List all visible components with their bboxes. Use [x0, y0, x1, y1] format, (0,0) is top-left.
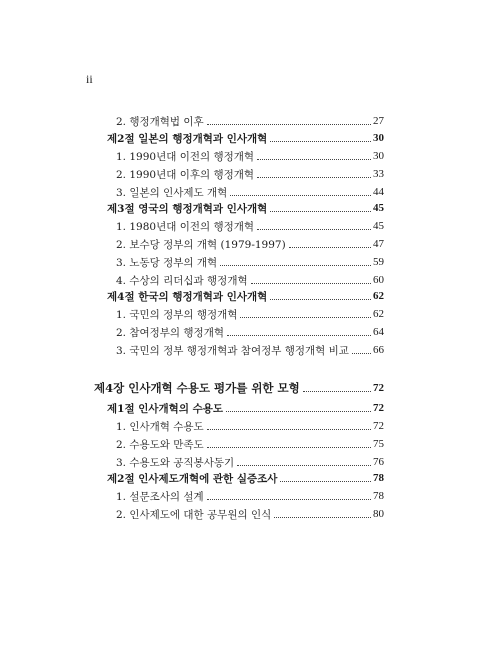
dot-leader [257, 159, 371, 160]
toc-entry-title: 1. 1980년대 이전의 행정개혁 [116, 220, 255, 233]
toc-entry[interactable] [116, 338, 384, 356]
toc-entry-page: 66 [373, 344, 384, 356]
toc-entry[interactable] [107, 284, 384, 302]
toc-entry[interactable] [116, 502, 384, 520]
dot-leader [207, 447, 371, 448]
toc-entry-page: 62 [373, 290, 384, 302]
toc-entry[interactable] [116, 214, 384, 232]
toc-entry[interactable] [116, 144, 384, 162]
toc-entry-page: 62 [373, 308, 384, 320]
toc-entry-page: 80 [373, 508, 384, 520]
dot-leader [270, 141, 371, 142]
toc-entry-title: 제4장 인사개혁 수용도 평가를 위한 모형 [94, 380, 300, 395]
toc-entry-page: 59 [373, 256, 384, 268]
toc-entry-title: 2. 행정개혁법 이후 [116, 115, 204, 128]
dot-leader [220, 265, 371, 266]
toc-entry[interactable] [116, 109, 384, 127]
dot-leader [207, 499, 371, 500]
toc-entry-page: 33 [373, 168, 384, 180]
toc-entry-page: 60 [373, 274, 384, 286]
dot-leader [240, 317, 371, 318]
toc-entry-page: 45 [373, 202, 384, 214]
toc-entry-page: 30 [373, 150, 384, 162]
toc-entry[interactable] [116, 250, 384, 268]
dot-leader [352, 353, 371, 354]
toc-entry-title: 3. 국민의 정부 행정개혁과 참여정부 행정개혁 비교 [116, 344, 349, 357]
toc-entry-page: 72 [373, 402, 384, 414]
dot-leader [207, 124, 371, 125]
toc-entry[interactable] [116, 232, 384, 250]
toc-entry[interactable] [107, 396, 384, 414]
toc-entry-title: 1. 인사개혁 수용도 [116, 420, 204, 433]
toc-entry[interactable] [116, 162, 384, 180]
dot-leader [257, 229, 371, 230]
toc-entry[interactable] [107, 126, 384, 144]
toc-entry-title: 1. 1990년대 이전의 행정개혁 [116, 150, 255, 163]
dot-leader [289, 247, 371, 248]
toc-entry-title: 3. 노동당 정부의 개혁 [116, 256, 218, 269]
toc-entry-page: 27 [373, 115, 384, 127]
toc-entry-title: 제1절 인사개혁의 수용도 [107, 402, 224, 415]
page-number: ii [86, 72, 93, 86]
toc-entry-page: 78 [373, 490, 384, 502]
dot-leader [303, 391, 371, 392]
dot-leader [227, 335, 371, 336]
toc-entry[interactable] [107, 196, 384, 214]
dot-leader [274, 517, 371, 518]
dot-leader [270, 299, 371, 300]
dot-leader [226, 411, 371, 412]
toc-entry-title: 3. 일본의 인사제도 개혁 [116, 186, 228, 199]
toc-entry-title: 2. 참여정부의 행정개혁 [116, 326, 224, 339]
toc-entry-title: 1. 설문조사의 설계 [116, 490, 204, 503]
toc-entry-page: 76 [373, 456, 384, 468]
toc-entry[interactable] [94, 376, 384, 394]
toc-entry-title: 2. 1990년대 이후의 행정개혁 [116, 168, 255, 181]
toc-entry-page: 44 [373, 186, 384, 198]
toc-entry-title: 2. 인사제도에 대한 공무원의 인식 [116, 508, 272, 521]
toc-entry[interactable] [116, 302, 384, 320]
toc-entry[interactable] [116, 484, 384, 502]
toc-entry-title: 제2절 일본의 행정개혁과 인사개혁 [107, 132, 268, 145]
dot-leader [270, 211, 371, 212]
toc-entry-page: 72 [373, 420, 384, 432]
toc-entry-title: 4. 수상의 리더십과 행정개혁 [116, 274, 248, 287]
dot-leader [207, 429, 371, 430]
toc-entry-title: 제3절 영국의 행정개혁과 인사개혁 [107, 202, 268, 215]
toc-entry-page: 30 [373, 132, 384, 144]
toc-entry-title: 2. 수용도와 만족도 [116, 438, 204, 451]
toc-entry-title: 2. 보수당 정부의 개혁 (1979-1997) [116, 238, 286, 251]
toc-entry-page: 64 [373, 326, 384, 338]
toc-entry[interactable] [116, 432, 384, 450]
toc-entry[interactable] [107, 466, 384, 484]
toc-entry[interactable] [116, 320, 384, 338]
toc-entry-page: 47 [373, 238, 384, 250]
toc-entry-title: 3. 수용도와 공직봉사동기 [116, 456, 235, 469]
toc-entry[interactable] [116, 414, 384, 432]
toc-entry-page: 78 [373, 472, 384, 484]
toc-entry-title: 제2절 인사제도개혁에 관한 실증조사 [107, 472, 278, 485]
toc-entry-title: 제4절 한국의 행정개혁과 인사개혁 [107, 290, 268, 303]
dot-leader [280, 481, 371, 482]
toc-entry-page: 72 [373, 382, 384, 394]
toc-entry-page: 75 [373, 438, 384, 450]
dot-leader [257, 177, 371, 178]
toc-entry-title: 1. 국민의 정부의 행정개혁 [116, 308, 238, 321]
toc-entry-page: 45 [373, 220, 384, 232]
